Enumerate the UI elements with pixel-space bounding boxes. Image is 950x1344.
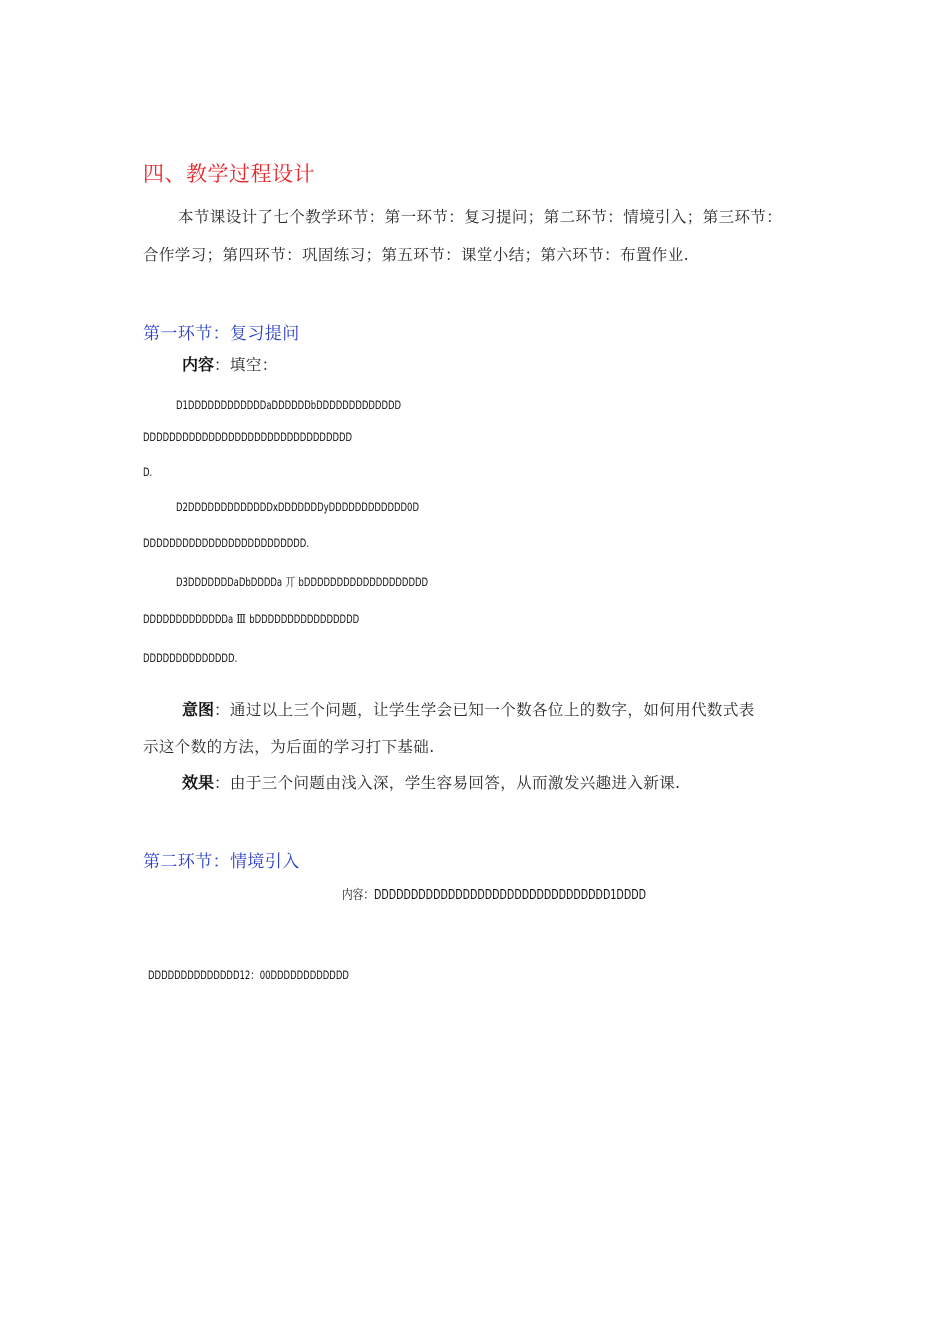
garbled-line-2: DDDDDDDDDDDDDDDDDDDDDDDDDDDDDDDD [143, 430, 353, 444]
garbled-line-3: D. [143, 465, 153, 479]
garbled-line-6-b: bDDDDDDDDDDDDDDDDDDD [298, 575, 429, 589]
intro-paragraph-line-1: 本节课设计了七个教学环节：第一环节：复习提问；第二环节：情境引入；第三环节： [178, 208, 783, 226]
intent-text: ：通过以上三个问题，让学生学会已知一个数各位上的数字，如何用代数式表 [214, 701, 755, 719]
intent-line-2: 示这个数的方法，为后面的学习打下基础. [143, 738, 435, 756]
step1-title: 第一环节：复习提问 [143, 324, 300, 344]
step1-content [182, 352, 278, 375]
symbol-glyph: Ⅲ [236, 612, 246, 626]
garbled-line-6 [176, 573, 428, 590]
section-title: 四、教学过程设计 [143, 162, 315, 186]
effect-line [182, 770, 680, 793]
garbled-line-6-a: D3DDDDDDDaDbDDDDa [176, 575, 283, 589]
garbled-line-7-a: DDDDDDDDDDDDDa [143, 612, 234, 626]
intro-paragraph-line-2: 合作学习；第四环节：巩固练习；第五环节：课堂小结；第六环节：布置作业. [143, 246, 689, 264]
step2-content: 内容：DDDDDDDDDDDDDDDDDDDDDDDDDDDDDDDD1DDDD [342, 888, 646, 903]
garbled-line-4: D2DDDDDDDDDDDDDxDDDDDDDyDDDDDDDDDDDD0D [176, 500, 419, 514]
intent-label: 意图 [182, 700, 215, 719]
garbled-line-7-b: bDDDDDDDDDDDDDDDD [249, 612, 360, 626]
intent-line-1 [182, 697, 755, 720]
garbled-line-1: D1DDDDDDDDDDDDaDDDDDDbDDDDDDDDDDDDD [176, 398, 402, 412]
garbled-line-7 [143, 612, 359, 626]
garbled-line-8: DDDDDDDDDDDDDD. [143, 651, 238, 665]
step2-title: 第二环节：情境引入 [143, 852, 300, 872]
step2-line-2: DDDDDDDDDDDDDD12：00DDDDDDDDDDDD [148, 968, 349, 982]
effect-text: ：由于三个问题由浅入深，学生容易回答，从而激发兴趣进入新课. [214, 774, 681, 792]
garbled-line-5: DDDDDDDDDDDDDDDDDDDDDDDDD. [143, 536, 310, 550]
content-text: ：填空： [214, 356, 278, 374]
effect-label: 效果 [182, 773, 215, 792]
content-label: 内容 [182, 355, 215, 374]
symbol-glyph: 丌 [285, 575, 296, 589]
